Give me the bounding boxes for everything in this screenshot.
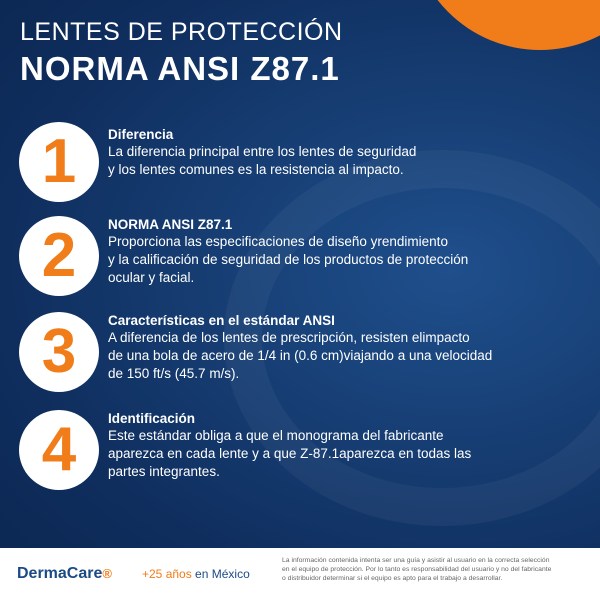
number-1: 1 (41, 127, 77, 196)
item-text-4 (108, 410, 578, 481)
disclaimer (282, 557, 592, 583)
item-line: de una bola de acero de 1/4 in (0.6 cm)viajando a una velocidad (108, 348, 493, 363)
item-line: y la calificación de seguridad de los productos de protección (108, 252, 469, 267)
item-body-3 (108, 329, 578, 383)
logo-text: DermaCare (17, 565, 103, 582)
number-badge-2 (19, 216, 99, 296)
item-line: partes integrantes. (108, 464, 220, 479)
item-text-1 (108, 126, 578, 179)
item-line: Este estándar obliga a que el monograma del fabricante (108, 428, 444, 443)
item-line: ocular y facial. (108, 270, 195, 285)
item-line: de 150 ft/s (45.7 m/s). (108, 366, 240, 381)
number-4: 4 (41, 415, 77, 484)
item-title-1: Diferencia (108, 127, 174, 142)
orange-corner-shape (410, 0, 600, 50)
item-title-2: NORMA ANSI Z87.1 (108, 217, 233, 232)
disclaimer-line: La información contenida intenta ser una guía y asistir al usuario en la correcta selección (282, 557, 550, 564)
item-title-3: Características en el estándar ANSI (108, 313, 335, 328)
footer (0, 548, 600, 600)
logo-mark: ® (102, 566, 112, 581)
title-top: LENTES DE PROTECCIÓN (20, 18, 343, 46)
number-3: 3 (41, 317, 77, 386)
tagline (142, 567, 250, 581)
item-line: A diferencia de los lentes de prescripción, resisten elimpacto (108, 330, 470, 345)
item-text-2 (108, 216, 578, 287)
tagline-years: +25 años (142, 567, 192, 581)
item-body-2 (108, 233, 578, 287)
disclaimer-line: en el equipo de protección. Por lo tanto es responsabilidad del usuario y no del fabricante (282, 565, 552, 573)
item-line: La diferencia principal entre los lentes de seguridad (108, 144, 417, 159)
title-main: NORMA ANSI Z87.1 (20, 50, 340, 87)
number-badge-1 (19, 122, 99, 202)
number-badge-3 (19, 312, 99, 392)
item-text-3 (108, 312, 578, 383)
tagline-rest: en México (191, 567, 250, 581)
item-title-4: Identificación (108, 411, 196, 426)
disclaimer-line: o distribuidor determinar si el equipo es apto para el trabajo a desarrollar. (282, 574, 503, 582)
item-line: aparezca en cada lente y a que Z-87.1aparezca en todas las (108, 446, 472, 461)
item-line: y los lentes comunes es la resistencia al impacto. (108, 162, 404, 177)
number-badge-4 (19, 410, 99, 490)
number-2: 2 (41, 221, 77, 290)
item-body-4 (108, 427, 578, 481)
dermacare-logo (17, 565, 112, 583)
item-body-1 (108, 143, 578, 179)
item-line: Proporciona las especificaciones de diseño yrendimiento (108, 234, 448, 249)
